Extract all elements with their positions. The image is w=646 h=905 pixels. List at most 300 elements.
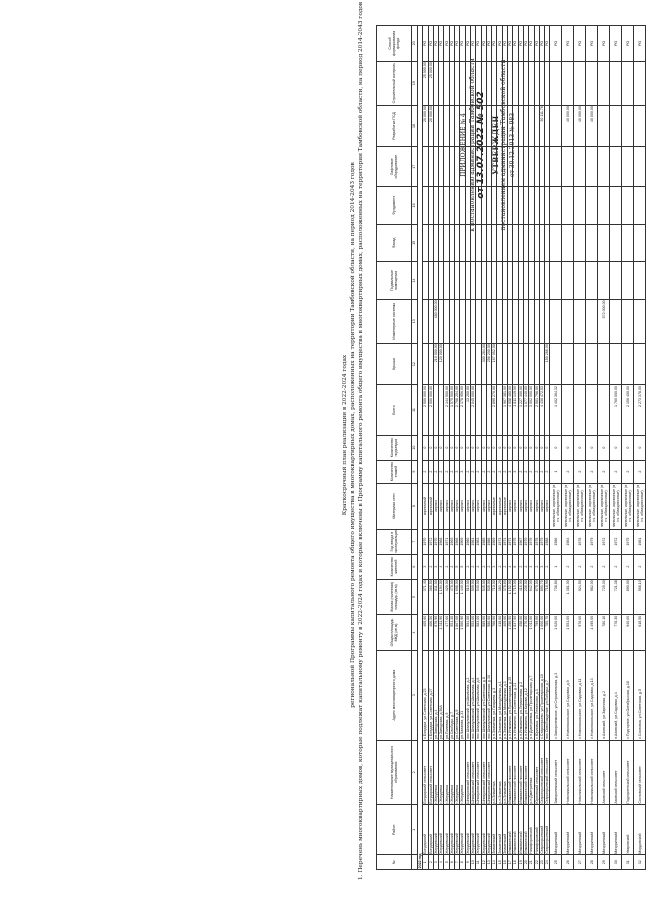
cell-residents: 2 [634, 554, 646, 579]
cell-floors: 2 [497, 460, 502, 483]
cell-fund-method: РО [562, 26, 574, 62]
cell-cost-engineering [586, 299, 598, 343]
list-title: 1. Перечень многоквартирных домов, которые подлежат капитальному ремонту в 2022-2024 годах и которые включены в Программу капитального ремонта общего имущества в многоквартирных домах, расположенных на территории Тамбовской области, на период 2014-2043 годов [358, 1, 364, 880]
cell-living-area: 738,80 [550, 579, 562, 615]
cell-total-area: 1 311,90 [439, 615, 444, 651]
cell-living-area: 710,00 [492, 579, 497, 615]
cell-cost-control [574, 61, 586, 105]
cell-address: р.п.Инжавино, ул.Лермонтова, д.2 [518, 650, 523, 740]
column-number: 15 [412, 224, 418, 262]
cell-living-area: 540,00 [476, 579, 481, 615]
cell-year: 1988 [545, 529, 550, 554]
cell-entrances: 0 [610, 435, 622, 460]
cell-no: 13 [486, 855, 491, 870]
column-number: 18 [412, 105, 418, 147]
cell-entrances: 0 [449, 435, 454, 460]
cell-fund-method: РО [598, 26, 610, 62]
cell-no: 4 [439, 855, 444, 870]
cell-municipality: Азовский сельсовет [598, 740, 610, 805]
cell-cost-lifts [598, 147, 610, 187]
cell-cost-total: 2 156 400,00 [622, 385, 634, 435]
cell-no: 2 [428, 855, 433, 870]
cell-entrances: 0 [439, 435, 444, 460]
table-row [550, 26, 562, 870]
cell-entrances: 0 [497, 435, 502, 460]
cell-entrances: 0 [433, 435, 438, 460]
cell-address: с.Заворонежское, ул.Строительная, д.3 [550, 650, 562, 740]
cell-fund-method: РО [428, 26, 433, 62]
cell-district: Мичуринский [586, 805, 598, 855]
cell-total-area: 1 000,00 [539, 615, 544, 651]
cell-address: с.Новоникольское, ул.Садовая, д.11 [574, 650, 586, 740]
cell-address: ул.Советская, д.9 [455, 650, 460, 740]
cell-residents: 3 [539, 554, 544, 579]
column-number: 7 [412, 529, 418, 554]
cell-living-area: 510,00 [465, 579, 470, 615]
cell-cost-roof [562, 343, 574, 385]
cell-no: 24 [545, 855, 550, 870]
cell-entrances: 0 [502, 435, 507, 460]
cell-cost-basement [574, 262, 586, 300]
cell-year: 1971 [444, 529, 449, 554]
cell-municipality: Шпикуловский сельсовет [486, 740, 491, 805]
cell-year: 1981 [634, 529, 646, 554]
cell-total-area: 1 551,00 [562, 615, 574, 651]
cell-district: Жердевский [444, 805, 449, 855]
cell-floors: 2 [622, 460, 634, 483]
cell-fund-method: РО [574, 26, 586, 62]
cell-residents: 2 [622, 554, 634, 579]
cell-residents: 2 [610, 554, 622, 579]
cell-cost-total: 2 895 270,00 [492, 385, 497, 435]
header-cost-roof: Крыша [377, 343, 412, 385]
cell-municipality: Юрловский сельсовет [534, 740, 539, 805]
header-cost-engineering: Инженерные системы [377, 299, 412, 343]
cell-cost-design [622, 105, 634, 147]
cell-cost-basement [610, 262, 622, 300]
cell-total-area: 406,50 [428, 615, 433, 651]
cell-entrances: 0 [444, 435, 449, 460]
cell-cost-design [598, 105, 610, 147]
cell-walls: панельные, кирпичные (в т.ч. облицовочные) [635, 484, 644, 528]
cell-cost-design: 20 000,00 [423, 105, 428, 147]
header-fund-method: Способ формирования фонда [377, 26, 412, 62]
cell-cost-foundation [622, 187, 634, 225]
cell-cost-total: 2 144 500,00 [444, 385, 449, 435]
cell-total-area: 785,70 [545, 615, 550, 651]
appendix-label: ПРИЛОЖЕНИЕ № 4 [460, 113, 467, 177]
cell-cost-roof: 256 200,00 [486, 343, 491, 385]
cell-walls: кирпич [508, 483, 513, 529]
cell-year: 1970 [433, 529, 438, 554]
cell-municipality: Подгорненский сельсовет [622, 740, 634, 805]
cell-entrances: 0 [476, 435, 481, 460]
cell-walls: панельные, кирпичные (в т.ч. облицовочные) [587, 484, 596, 528]
cell-cost-total [574, 385, 586, 435]
cell-district: Жердевский [481, 805, 486, 855]
header-address: Адрес многоквартирного дома [377, 650, 412, 740]
cell-fund-method: РО [455, 26, 460, 62]
column-number: 11 [412, 385, 418, 435]
cell-residents: 5 [460, 554, 465, 579]
cell-year: 1975 [513, 529, 518, 554]
cell-living-area: 1 381,00 [562, 579, 574, 615]
cell-residents: 2 [428, 554, 433, 579]
cell-municipality: Бондарский сельсовет [423, 740, 428, 805]
cell-cost-total: 2 045 000,00 [470, 385, 475, 435]
cell-year: 1986 [550, 529, 562, 554]
cell-municipality: г.Жердевка [433, 740, 438, 805]
cell-total-area: 799,00 [534, 615, 539, 651]
cell-municipality: Бондарский сельсовет [428, 740, 433, 805]
cell-year: 1969 [460, 529, 465, 554]
cell-floors: 1 [550, 460, 562, 483]
cell-total-area: 583,00 [476, 615, 481, 651]
header-cost-basement: Подвальные помещения [377, 262, 412, 300]
cell-cost-control [634, 61, 646, 105]
cell-municipality: Инжавинский поссовет [508, 740, 513, 805]
cell-floors: 2 [586, 460, 598, 483]
cell-walls: кирпич [539, 483, 544, 529]
cell-no: 10 [470, 855, 475, 870]
cell-total-area: 778,30 [610, 615, 622, 651]
cell-cost-control [550, 61, 562, 105]
cell-cost-total [562, 385, 574, 435]
cell-walls: кирпич [439, 483, 444, 529]
cell-year: 1970 [423, 529, 428, 554]
cell-total-area: 554,00 [465, 615, 470, 651]
cell-no: 31 [622, 855, 634, 870]
cell-cost-total [598, 385, 610, 435]
cell-residents: 1 [550, 554, 562, 579]
cell-walls: кирпич [465, 483, 470, 529]
cell-district: Мичуринский [574, 805, 586, 855]
cell-residents: 2 [444, 554, 449, 579]
cell-entrances: 0 [492, 435, 497, 460]
cell-walls: панельные, кирпичные (в т.ч. облицовочные) [599, 484, 608, 528]
cell-no: 25 [550, 855, 562, 870]
cell-walls: кирпич [481, 483, 486, 529]
cell-living-area: 890,00 [622, 579, 634, 615]
cell-no: 7 [455, 855, 460, 870]
cell-living-area: 811,00 [433, 579, 438, 615]
approval-date: от 30.12.2013 № 983 [508, 112, 516, 178]
cell-district: Мичуринский [562, 805, 574, 855]
cell-total-area: 580,00 [486, 615, 491, 651]
cell-district: Жердевский [460, 805, 465, 855]
cell-address: с.Новоникольское, ул.Садовая, д.13 [586, 650, 598, 740]
cell-cost-control [622, 61, 634, 105]
cell-address: с.Бондари, ул.Советская, д.27 [428, 650, 433, 740]
table-row [622, 26, 634, 870]
cell-floors: 2 [610, 460, 622, 483]
cell-total-area: 589,00 [481, 615, 486, 651]
cell-cost-design [634, 105, 646, 147]
cell-living-area: 236,00 [523, 579, 528, 615]
cell-cost-total: 2 001 796,00 [534, 385, 539, 435]
cell-entrances: 0 [562, 435, 574, 460]
cell-cost-total: 1 402 364,32 [550, 385, 562, 435]
cell-living-area: 1 152,00 [508, 579, 513, 615]
table-row [586, 26, 598, 870]
cell-fund-method: РО [550, 26, 562, 62]
cell-fund-method: РО [423, 26, 428, 62]
cell-municipality: р.п.Знаменка [492, 740, 497, 805]
cell-cost-total: 2 273 378,00 [634, 385, 646, 435]
cell-year: 1984 [562, 529, 574, 554]
cell-total-area: 780,10 [598, 615, 610, 651]
cell-living-area: 478,00 [449, 579, 454, 615]
cell-no: 20 [523, 855, 528, 870]
cell-municipality: Староюрьевский сельсовет [545, 740, 550, 805]
cell-no: 21 [529, 855, 534, 870]
cell-municipality: р.п.Знаменка [502, 740, 507, 805]
table-row [634, 26, 646, 870]
cell-municipality: г.Жердевка [439, 740, 444, 805]
cell-fund-method: РО [545, 26, 550, 62]
header-cost-design: Разработка ПСД [377, 105, 412, 147]
cell-floors: 2 [598, 460, 610, 483]
cell-no: 23 [539, 855, 544, 870]
cell-walls: кирпичные [492, 483, 497, 529]
title-line-1: Краткосрочный план реализации в 2022-2024 годах [342, 354, 348, 516]
cell-district: Никифоровский [529, 805, 534, 855]
table-row [598, 26, 610, 870]
cell-entrances: 0 [586, 435, 598, 460]
cell-cost-foundation [574, 187, 586, 225]
cell-cost-lifts [622, 147, 634, 187]
cell-address: п.Азовский, ул.Садовая, д.4 [610, 650, 622, 740]
cell-entrances: 0 [523, 435, 528, 460]
cell-no: 27 [574, 855, 586, 870]
cell-municipality: Новоникольский сельсовет [574, 740, 586, 805]
cell-cost-total: 2 500 000,00 [423, 385, 428, 435]
cell-district: Жердевский [455, 805, 460, 855]
cell-municipality: р.п.Дмитриевка [529, 740, 534, 805]
cell-cost-total: 4 058 480,00 [508, 385, 513, 435]
cell-year: 1972 [598, 529, 610, 554]
cell-total-area: 1 867,00 [455, 615, 460, 651]
cell-cost-design [610, 105, 622, 147]
cell-total-area: 876,90 [433, 615, 438, 651]
cell-floors: 3 [455, 460, 460, 483]
header-cost-facade: Фасад [377, 224, 412, 262]
cell-fund-method: РО [497, 26, 502, 62]
header-row [377, 26, 412, 870]
cell-floors: 2 [502, 460, 507, 483]
cell-municipality: Староюрьевский сельсовет [539, 740, 544, 805]
cell-fund-method: РО [610, 26, 622, 62]
cell-address: с.Сосновка, ул.Советская, д.5 [634, 650, 646, 740]
cell-cost-foundation [610, 187, 622, 225]
cell-entrances: 0 [460, 435, 465, 460]
title-line-2: региональной Программы капитального ремонта общего имущества в многоквартирных домах, расположенных на территории Тамбовской области, на период 2014-2043 годов [349, 162, 356, 708]
cell-living-area: 721,38 [610, 579, 622, 615]
column-number: 1 [412, 805, 418, 855]
cell-living-area: 1 715,00 [513, 579, 518, 615]
cell-cost-design: 30 111,76 [539, 105, 544, 147]
cell-year: 1979 [539, 529, 544, 554]
cell-cost-engineering [622, 299, 634, 343]
cell-cost-roof: 300 284,00 [481, 343, 486, 385]
cell-cost-control [610, 61, 622, 105]
cell-district: Бондарский [423, 805, 428, 855]
cell-residents: 2 [476, 554, 481, 579]
cell-walls: кирпич [449, 483, 454, 529]
cell-district: Инжавинский [523, 805, 528, 855]
cell-cost-control [598, 61, 610, 105]
cell-total-area: 1 011,00 [529, 615, 534, 651]
cell-residents: 2 [497, 554, 502, 579]
cell-living-area: 545,00 [481, 579, 486, 615]
cell-cost-total: 2 500 000,00 [428, 385, 433, 435]
cell-residents: 2 [518, 554, 523, 579]
header-year: Год ввода в эксплуатацию [377, 529, 412, 554]
cell-living-area: 378,60 [502, 579, 507, 615]
cell-floors: 2 [428, 460, 433, 483]
cell-living-area: 420,00 [444, 579, 449, 615]
header-residents: Количество жителей [377, 554, 412, 579]
cell-residents: 4 [508, 554, 513, 579]
cell-cost-total: 13 200,00 [465, 385, 470, 435]
cell-fund-method: РО [529, 26, 534, 62]
cell-living-area: 675,00 [534, 579, 539, 615]
column-number: 6 [412, 554, 418, 579]
cell-cost-total: 1 077 440,00 [523, 385, 528, 435]
cell-cost-roof [550, 343, 562, 385]
cell-floors: 2 [433, 460, 438, 483]
cell-floors: 2 [539, 460, 544, 483]
cell-cost-roof: 120 000,00 [439, 343, 444, 385]
cell-living-area: 366,50 [428, 579, 433, 615]
cell-district: Мордовский [634, 805, 646, 855]
cell-address: р.п.Знаменка, ул.Гагарина, д.3 [492, 650, 497, 740]
cell-cost-facade [550, 224, 562, 262]
cell-living-area: 371,40 [423, 579, 428, 615]
cell-walls: панельные, кирпичные (в т.ч. облицовочные) [563, 484, 572, 528]
cell-year: 1978 [534, 529, 539, 554]
cell-walls: кирпич [513, 483, 518, 529]
cell-cost-foundation [562, 187, 574, 225]
cell-address: ул.Чапаева, д.31 [460, 650, 465, 740]
cell-living-area: 1 698,00 [455, 579, 460, 615]
cell-residents: 3 [433, 554, 438, 579]
cell-floors: 3 [508, 460, 513, 483]
cell-year: 1983 [476, 529, 481, 554]
cell-floors: 2 [481, 460, 486, 483]
cell-no: 16 [502, 855, 507, 870]
cell-cost-facade [586, 224, 598, 262]
cell-fund-method: РО [449, 26, 454, 62]
column-number: 10 [412, 435, 418, 460]
cell-floors: 2 [449, 460, 454, 483]
cell-walls: кирпичный [428, 483, 433, 529]
cell-municipality: Новоникольский сельсовет [586, 740, 598, 805]
cell-cost-roof: 210 000,00 [433, 343, 438, 385]
cell-address: с.Староюрьево, ул.Пролетарская, д.10 [539, 650, 544, 740]
cell-entrances: 0 [423, 435, 428, 460]
cell-fund-method: РО [439, 26, 444, 62]
column-number: 3 [412, 650, 418, 740]
cell-total-area: 976,00 [574, 615, 586, 651]
cell-district: Мичуринский [550, 805, 562, 855]
cell-municipality: Инжавинский поссовет [513, 740, 518, 805]
column-number: 17 [412, 147, 418, 187]
cell-no: 9 [465, 855, 470, 870]
cell-municipality: Шпикуловский сельсовет [465, 740, 470, 805]
cell-walls: кирпичный [423, 483, 428, 529]
cell-no: 18 [513, 855, 518, 870]
cell-year: 1972 [428, 529, 433, 554]
cell-total-area: 1 837,50 [513, 615, 518, 651]
cell-floors: 2 [465, 460, 470, 483]
cell-floors: 2 [562, 460, 574, 483]
header-floors: Количество этажей [377, 460, 412, 483]
cell-total-area: 405,60 [423, 615, 428, 651]
cell-no: 1 [423, 855, 428, 870]
cell-fund-method: РО [518, 26, 523, 62]
cell-no: 17 [508, 855, 513, 870]
cell-residents: 2 [486, 554, 491, 579]
column-number: 8 [412, 483, 418, 529]
cell-walls: панельные, кирпичные (в т.ч. облицовочные) [551, 484, 560, 528]
cell-year: 1981 [470, 529, 475, 554]
cell-no: 22 [534, 855, 539, 870]
cell-cost-lifts [634, 147, 646, 187]
cell-fund-method: РО [534, 26, 539, 62]
cell-address: ул.Заводская, д.36А [439, 650, 444, 740]
cell-floors: 2 [439, 460, 444, 483]
cell-total-area: 551,30 [449, 615, 454, 651]
cell-municipality: Шпикуловский сельсовет [470, 740, 475, 805]
cell-floors: 3 [513, 460, 518, 483]
cell-year: 1966 [455, 529, 460, 554]
cell-municipality: г.Жердевка [449, 740, 454, 805]
cell-address: ул.Полевая, д.9 [444, 650, 449, 740]
header-municipality: Наименование муниципального образования [377, 740, 412, 805]
cell-floors: 2 [634, 460, 646, 483]
column-number: 13 [412, 299, 418, 343]
cell-no: 3 [433, 855, 438, 870]
cell-cost-roof [622, 343, 634, 385]
cell-fund-method: РО [634, 26, 646, 62]
table-row [562, 26, 574, 870]
cell-walls: кирпич [460, 483, 465, 529]
cell-fund-method: РО [486, 26, 491, 62]
cell-address: с.Бондари, ул.Советская, д.23 [423, 650, 428, 740]
cell-cost-roof [634, 343, 646, 385]
cell-cost-total: 3 002 000,00 [529, 385, 534, 435]
cell-residents: 2 [481, 554, 486, 579]
cell-fund-method: РО [622, 26, 634, 62]
cell-address: п.Азовский, ул.Заречная, д.2 [598, 650, 610, 740]
cell-cost-basement [634, 262, 646, 300]
cell-total-area: 1 020,00 [550, 615, 562, 651]
cell-no: 28 [586, 855, 598, 870]
cell-residents: 6 [513, 554, 518, 579]
cell-cost-total: 2 708 254,00 [455, 385, 460, 435]
cell-no: 19 [518, 855, 523, 870]
cell-cost-design: 40 000,00 [574, 105, 586, 147]
cell-district: Знаменский [502, 805, 507, 855]
cell-address: пос.Шпикуловский, ул.Советская, д.8 [481, 650, 486, 740]
cell-entrances: 0 [486, 435, 491, 460]
cell-walls: панельные, кирпичные (в т.ч. облицовочные) [623, 484, 632, 528]
cell-floors: 2 [545, 460, 550, 483]
cell-fund-method: РО [433, 26, 438, 62]
cell-district: Мичуринский [610, 805, 622, 855]
cell-district: Жердевский [470, 805, 475, 855]
